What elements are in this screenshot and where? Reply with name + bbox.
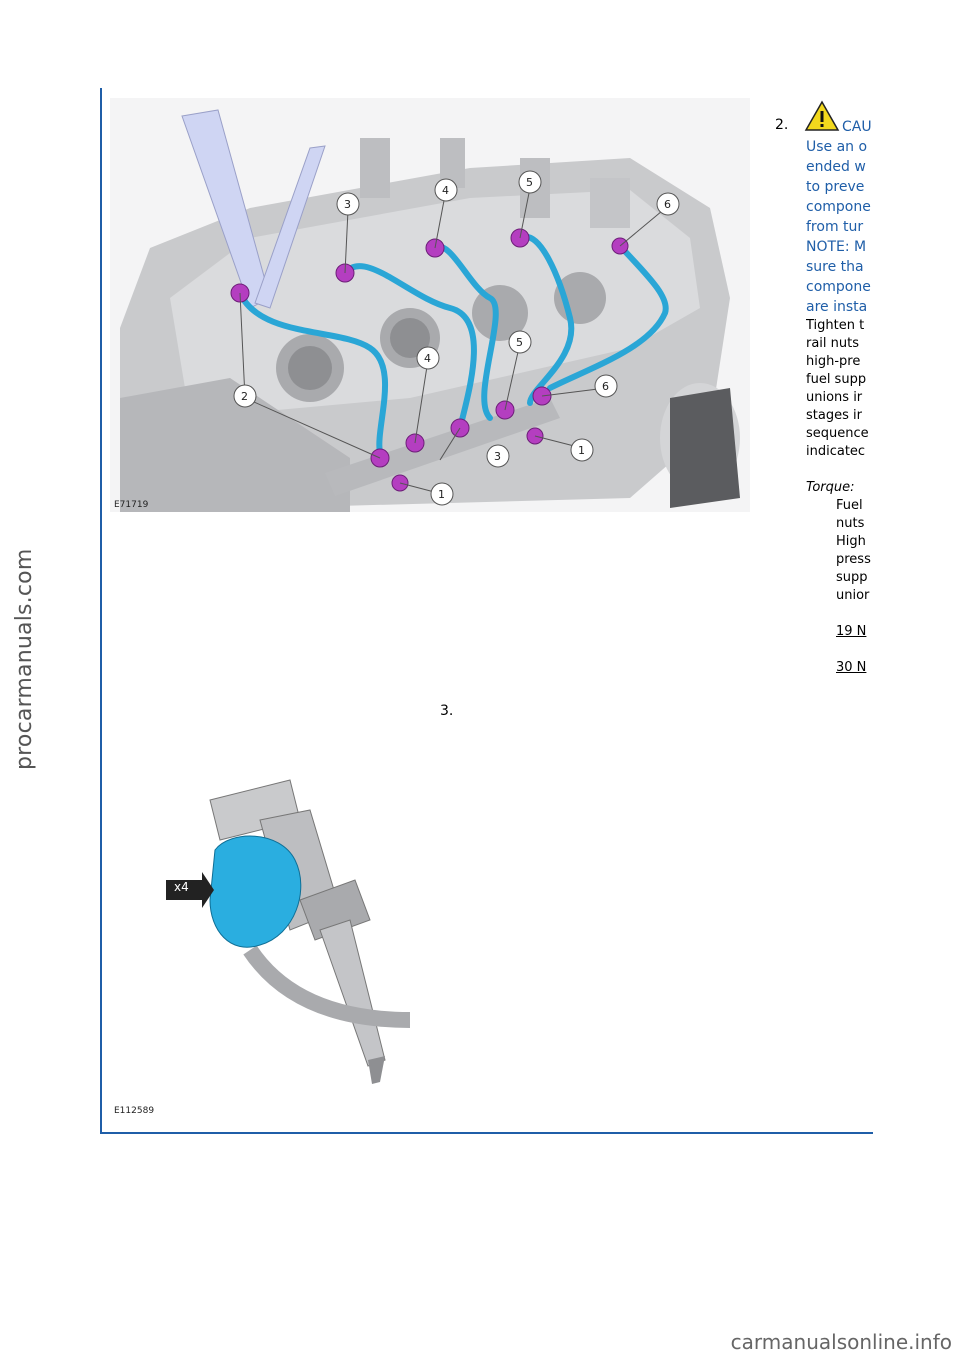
callout-top-3: 3 xyxy=(344,198,351,211)
callout-bottom-2: 2 xyxy=(241,390,248,403)
body-line: Tighten t xyxy=(806,318,865,333)
torque-line: press xyxy=(836,552,871,567)
callout-top-4: 4 xyxy=(442,184,449,197)
engine-fuel-rail-illustration xyxy=(110,98,750,512)
note-line: NOTE: M xyxy=(806,239,867,255)
caution-line: Use an o xyxy=(806,139,868,155)
side-watermark: procarmanuals.com xyxy=(12,548,37,770)
step-2-text-column xyxy=(806,137,873,677)
caution-line: from tur xyxy=(806,219,864,235)
callout-top-5: 5 xyxy=(526,176,533,189)
note-line: sure tha xyxy=(806,259,864,275)
callout-bottom-5: 5 xyxy=(516,336,523,349)
caution-heading: CAU xyxy=(842,119,872,135)
torque-line: supp xyxy=(836,570,868,585)
note-line: are insta xyxy=(806,299,868,315)
body-line: high-pre xyxy=(806,354,861,369)
caution-line: to preve xyxy=(806,179,865,195)
callout-bottom-4: 4 xyxy=(424,352,431,365)
torque-line: nuts xyxy=(836,516,865,531)
torque-line: High xyxy=(836,534,866,549)
callout-top-6: 6 xyxy=(664,198,671,211)
injector-drawing xyxy=(110,760,410,1120)
caution-line: ended w xyxy=(806,159,866,175)
body-line: unions ir xyxy=(806,390,863,405)
torque-line: Fuel xyxy=(836,498,863,513)
callout-bottom-1-right: 1 xyxy=(578,444,585,457)
callout-bottom-3: 3 xyxy=(494,450,501,463)
left-margin-rule xyxy=(100,88,102,1134)
injector-cap-illustration xyxy=(110,760,410,1120)
body-line: indicatec xyxy=(806,444,866,459)
step-3-number: 3. xyxy=(440,703,454,719)
callout-bottom-6: 6 xyxy=(602,380,609,393)
body-line: sequence xyxy=(806,426,869,441)
torque-label: Torque: xyxy=(806,480,855,495)
step-2-number: 2. xyxy=(775,117,789,133)
figure-code: E71719 xyxy=(114,500,149,510)
bottom-rule xyxy=(100,1132,873,1134)
caution-line: compone xyxy=(806,199,871,215)
torque-line: unior xyxy=(836,588,870,603)
torque-value: 19 N xyxy=(836,624,867,639)
bottom-watermark: carmanualsonline.info xyxy=(730,1330,952,1354)
quantity-badge: x4 xyxy=(174,880,189,894)
torque-value: 30 N xyxy=(836,660,867,675)
body-line: fuel supp xyxy=(806,372,867,387)
caution-warning-icon xyxy=(804,100,840,132)
body-line: rail nuts xyxy=(806,336,860,351)
body-line: stages ir xyxy=(806,408,862,423)
note-line: compone xyxy=(806,279,871,295)
figure-code: E112589 xyxy=(114,1106,155,1116)
callout-bottom-1-left: 1 xyxy=(438,488,445,501)
engine-drawing xyxy=(110,98,750,512)
